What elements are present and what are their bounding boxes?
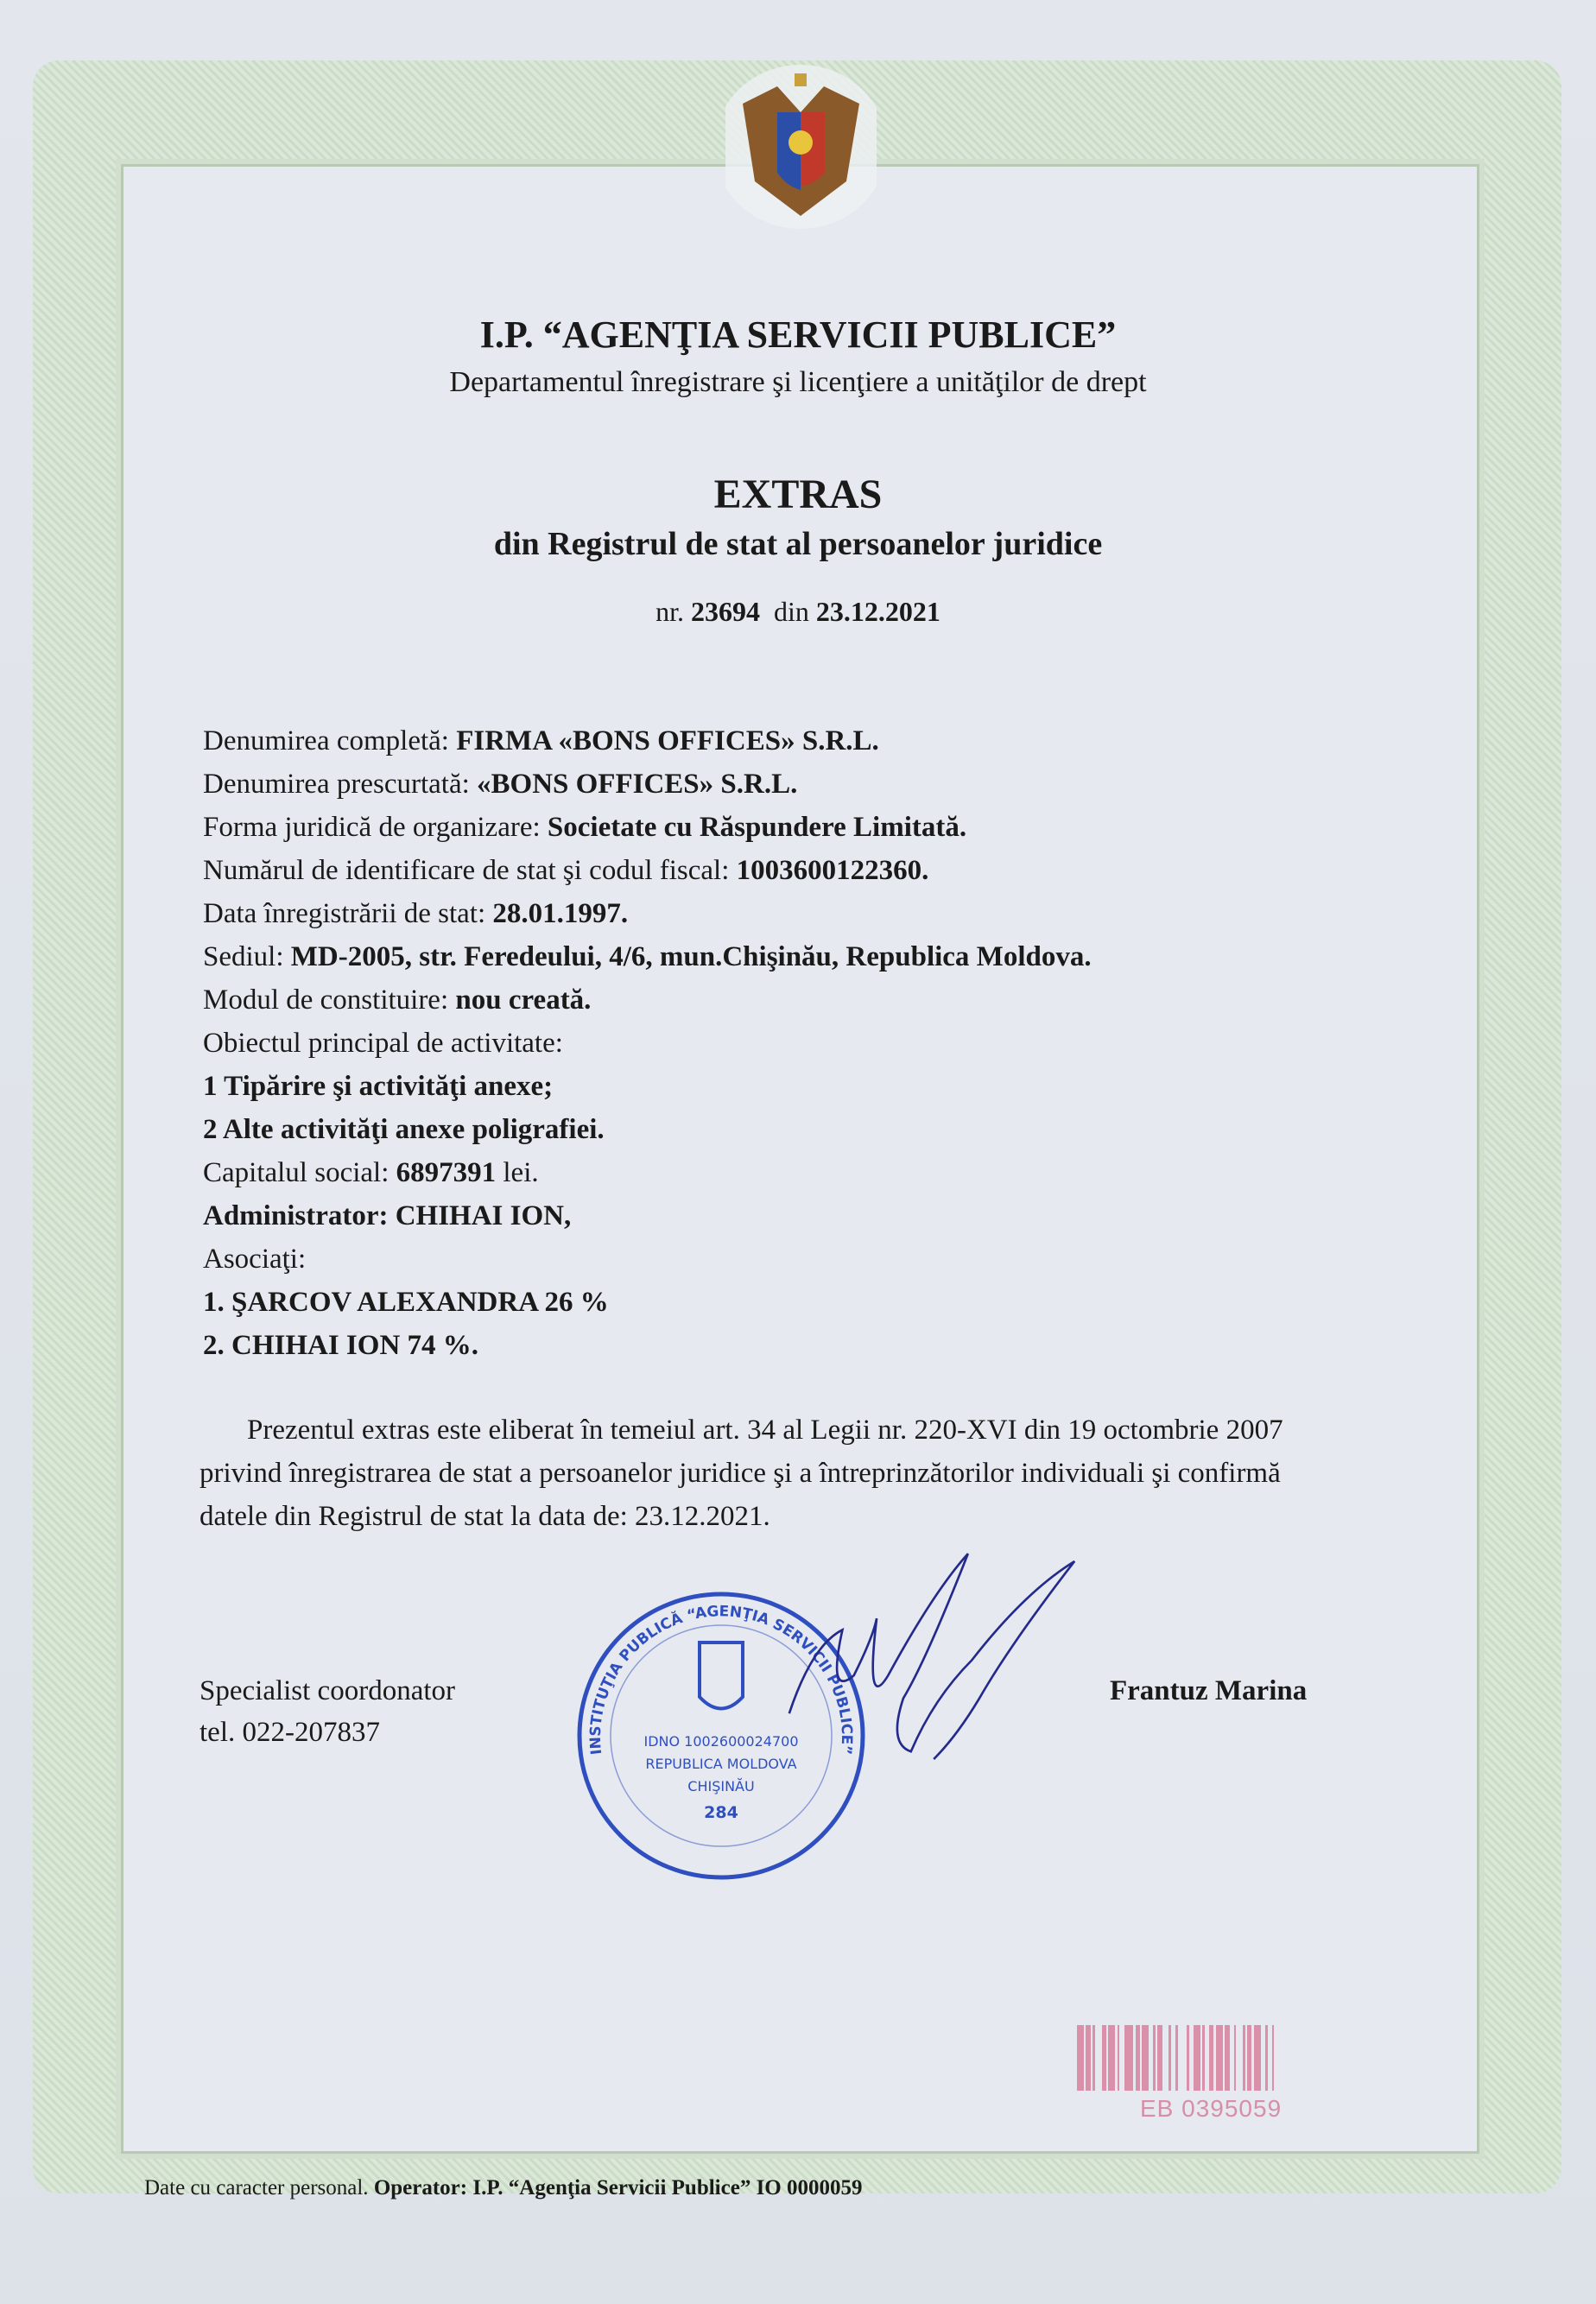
date-label: din (774, 596, 809, 627)
document-subtitle: din Registrul de stat al persoanelor juridice (493, 526, 1103, 562)
field-suffix: lei. (496, 1157, 539, 1188)
field-label: Denumirea completă: (203, 725, 457, 756)
field-label: Data înregistrării de stat: (203, 898, 493, 929)
footer-operator: Operator: I.P. “Agenţia Servicii Publice” IO 0000059 (373, 2176, 863, 2200)
field-label: Obiectul principal de activitate: (203, 1028, 563, 1059)
institution-name: I.P. “AGENŢIA SERVICII PUBLICE” (479, 313, 1117, 356)
legal-paragraph-line: privind înregistrarea de stat a persoanelor juridice şi a întreprinzătorilor individuali şi confirmă (200, 1458, 1281, 1489)
field-label: Forma juridică de organizare: (203, 812, 548, 843)
field-value: FIRMA «BONS OFFICES» S.R.L. (456, 725, 879, 756)
barcode-bar (1162, 2025, 1169, 2091)
handwritten-signature (782, 1546, 1101, 1775)
field-line (203, 1328, 478, 1363)
field-line (203, 983, 591, 1017)
barcode (1077, 2025, 1418, 2091)
stamp-outer-text: INSTITUŢIA PUBLICĂ “AGENŢIA SERVICII PUBLICE” (586, 1603, 856, 1756)
barcode-bar (1254, 2025, 1261, 2091)
field-line (203, 940, 1092, 974)
stamp-number: 284 (704, 1803, 738, 1822)
field-line (203, 767, 797, 801)
field-label: Modul de constituire: (203, 984, 456, 1016)
field-line (203, 724, 879, 758)
field-value: 2. CHIHAI ION 74 %. (203, 1330, 479, 1361)
stamp-city: CHIŞINĂU (687, 1778, 755, 1794)
stamp-country: REPUBLICA MOLDOVA (645, 1756, 797, 1772)
field-value: 6897391 (396, 1157, 497, 1188)
field-value: nou creată. (455, 984, 592, 1016)
document-number (0, 596, 1596, 628)
field-value: Societate cu Răspundere Limitată. (547, 812, 967, 843)
field-line (203, 853, 928, 888)
field-line (203, 896, 628, 931)
nr-label: nr. (656, 596, 684, 627)
field-line (203, 1155, 539, 1190)
legal-paragraph-line: Prezentul extras este eliberat în temeiul art. 34 al Legii nr. 220-XVI din 19 octombrie 2007 (247, 1415, 1283, 1446)
field-value: «BONS OFFICES» S.R.L. (477, 769, 798, 800)
department-name: Departamentul înregistrare şi licenţiere a unităţilor de drept (449, 366, 1147, 398)
field-line (203, 810, 966, 845)
nr-value: 23694 (691, 596, 760, 627)
footer-note (144, 2176, 863, 2200)
signatory-phone: tel. 022-207837 (200, 1717, 380, 1748)
signatory-role: Specialist coordonator (200, 1675, 456, 1706)
barcode-bar (1095, 2025, 1102, 2091)
field-line (203, 1112, 605, 1147)
field-line (203, 1069, 553, 1104)
barcode-bar (1077, 2025, 1084, 2091)
barcode-bar (1236, 2025, 1243, 2091)
field-value: MD-2005, str. Feredeului, 4/6, mun.Chişinău, Republica Moldova. (290, 941, 1092, 972)
field-label: Numărul de identificare de stat şi codul fiscal: (203, 855, 737, 886)
barcode-bar (1274, 2025, 1281, 2091)
field-value: 1. ŞARCOV ALEXANDRA 26 % (203, 1287, 609, 1318)
footer-personal-data: Date cu caracter personal. (144, 2176, 374, 2200)
coat-of-arms-icon (725, 52, 877, 242)
barcode-serial: EB 0395059 (1140, 2095, 1282, 2122)
field-value: Administrator: CHIHAI ION, (203, 1200, 572, 1231)
field-label: Capitalul social: (203, 1157, 396, 1188)
barcode-bar (1216, 2025, 1223, 2091)
legal-paragraph-line: datele din Registrul de stat la data de: 23.12.2021. (200, 1501, 770, 1532)
field-label: Sediul: (203, 941, 291, 972)
barcode-bar (1194, 2025, 1200, 2091)
signatory-name: Frantuz Marina (1110, 1675, 1308, 1706)
field-line (203, 1242, 306, 1276)
field-line (203, 1026, 563, 1060)
stamp-idno: IDNO 1002600024700 (643, 1733, 799, 1750)
stamp-emblem-icon (700, 1643, 743, 1709)
field-value: 28.01.1997. (492, 898, 629, 929)
field-line (203, 1199, 571, 1233)
date-value: 23.12.2021 (815, 596, 940, 627)
barcode-bar (1108, 2025, 1115, 2091)
barcode-bar (1124, 2025, 1133, 2091)
field-line (203, 1285, 609, 1320)
field-label: Denumirea prescurtată: (203, 769, 478, 800)
field-value: 1003600122360. (736, 855, 929, 886)
field-value: 2 Alte activităţi anexe poligrafiei. (203, 1114, 605, 1145)
barcode-bar (1178, 2025, 1187, 2091)
barcode-bar (1142, 2025, 1149, 2091)
field-value: 1 Tipărire şi activităţi anexe; (203, 1071, 554, 1102)
field-label: Asociaţi: (203, 1244, 307, 1275)
document-title: EXTRAS (713, 472, 883, 517)
